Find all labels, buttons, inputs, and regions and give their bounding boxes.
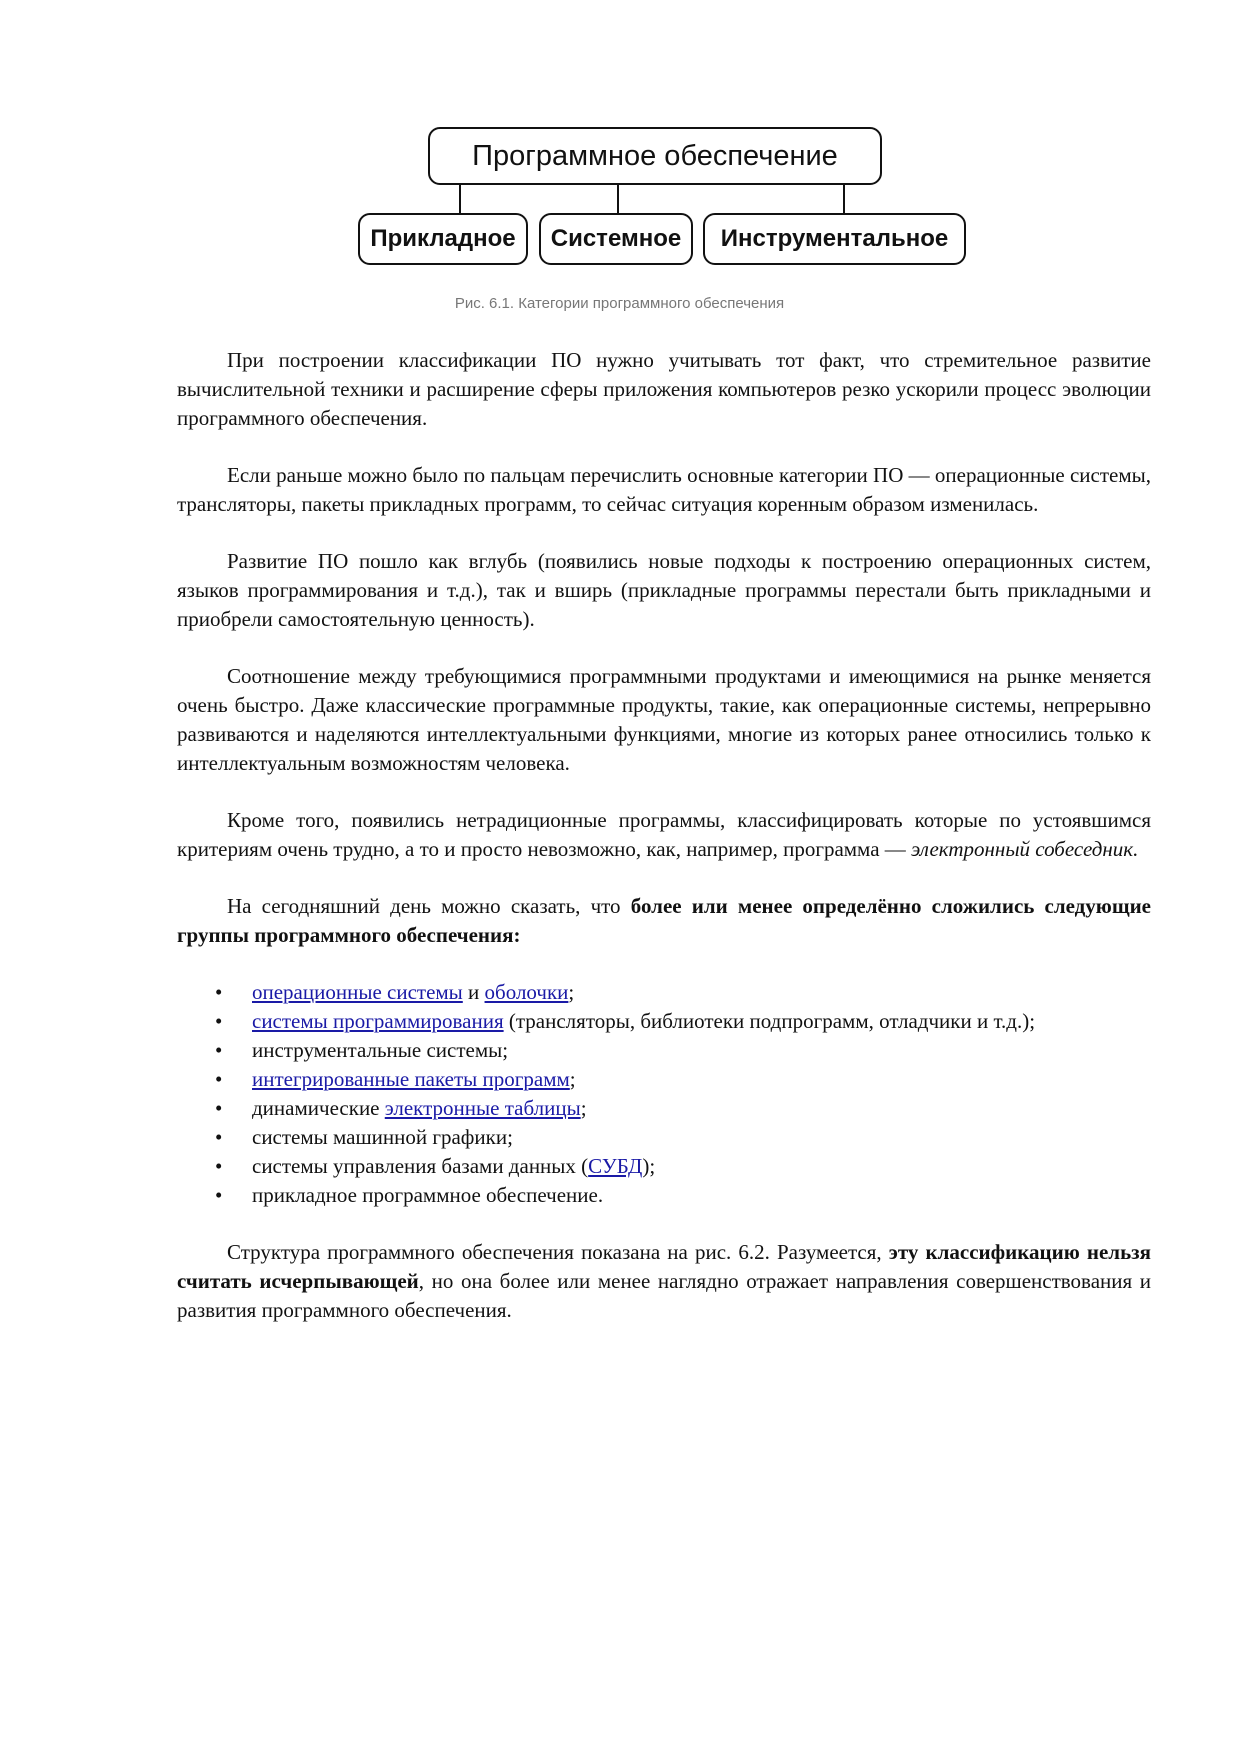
paragraph-7 xyxy=(177,1238,1151,1325)
paragraph-1: При построении классификации ПО нужно учитывать тот факт, что стремительное развитие вычислительной техники и расширение сферы приложения компьютеров резко ускорили процесс эволюции программного обеспечения. xyxy=(177,348,1151,430)
list-item-text: и xyxy=(462,980,485,1004)
paragraph-3: Развитие ПО пошло как вглубь (появились новые подходы к построению операционных систем, языков программирования и т.д.), так и вширь (прикладные программы перестали быть прикладными и приобрели самостоятельную ценность). xyxy=(177,549,1151,631)
paragraph-7-bold: эту классификацию нельзя считать исчерпывающей xyxy=(177,1240,1151,1293)
list-item xyxy=(215,1123,1151,1152)
list-item-text: ); xyxy=(642,1154,656,1178)
bullet: • xyxy=(215,1067,223,1091)
list-item-text: (трансляторы, библиотеки подпрограмм, отладчики и т.д.); xyxy=(503,1009,1036,1033)
software-groups-list xyxy=(177,978,1151,1210)
link-shells[interactable]: оболочки xyxy=(484,980,569,1004)
list-item-text: ; xyxy=(569,1067,576,1091)
paragraph-6-bold: более или менее определённо сложились следующие группы программного обеспечения: xyxy=(177,894,1151,947)
paragraph-6-text: На сегодняшний день можно сказать, что xyxy=(227,894,631,918)
list-item-text: системы управления базами данных ( xyxy=(252,1154,589,1178)
link-integrated-packages[interactable]: интегрированные пакеты программ xyxy=(252,1067,570,1091)
bullet: • xyxy=(215,1096,223,1120)
paragraph-2: Если раньше можно было по пальцам перечислить основные категории ПО — операционные системы, трансляторы, пакеты прикладных программ, то сейчас ситуация коренным образом изменилась. xyxy=(177,463,1151,516)
list-item xyxy=(215,1065,1151,1094)
list-item xyxy=(215,978,1151,1007)
figure-caption: Рис. 6.1. Категории программного обеспечения xyxy=(454,295,785,312)
diagram-box-applied: Прикладное xyxy=(358,213,528,265)
software-categories-diagram xyxy=(0,0,1239,290)
list-item-text: инструментальные системы; xyxy=(252,1038,509,1062)
diagram-connector-left xyxy=(459,185,461,213)
list-item xyxy=(215,1152,1151,1181)
list-item-text: ; xyxy=(568,980,575,1004)
list-item-text: прикладное программное обеспечение. xyxy=(252,1183,604,1207)
list-item-text: динамические xyxy=(252,1096,385,1120)
list-item-text: ; xyxy=(580,1096,587,1120)
paragraph-5-text: Кроме того, появились нетрадиционные программы, классифицировать которые по устоявшимся критериям очень трудно, а то и просто невозможно, как, например, программа — xyxy=(177,808,1151,861)
list-item-text: системы машинной графики; xyxy=(252,1125,513,1149)
bullet: • xyxy=(215,1125,223,1149)
paragraph-5-italic: электронный собеседник. xyxy=(911,837,1139,861)
diagram-root-box: Программное обеспечение xyxy=(428,127,882,185)
paragraph-7-text-end: , но она более или менее наглядно отражает направления совершенствования и развития программного обеспечения. xyxy=(177,1269,1151,1322)
link-spreadsheets[interactable]: электронные таблицы xyxy=(384,1096,581,1120)
diagram-connector-middle xyxy=(617,185,619,213)
paragraph-4: Соотношение между требующимися программными продуктами и имеющимися на рынке меняется очень быстро. Даже классические программные продукты, такие, как операционные системы, непрерывно развиваются и наделяются интеллектуальными функциями, многие из которых ранее относились только к интеллектуальным возможностям человека. xyxy=(177,664,1151,775)
list-item xyxy=(215,1094,1151,1123)
bullet: • xyxy=(215,1154,223,1178)
list-item xyxy=(215,1181,1151,1210)
bullet: • xyxy=(215,980,223,1004)
diagram-connector-right xyxy=(843,185,845,213)
link-programming-systems[interactable]: системы программирования xyxy=(252,1009,504,1033)
diagram-box-instrumental: Инструментальное xyxy=(703,213,966,265)
list-item xyxy=(215,1036,1151,1065)
bullet: • xyxy=(215,1009,223,1033)
list-item xyxy=(215,1007,1151,1036)
paragraph-6 xyxy=(177,892,1151,950)
link-dbms[interactable]: СУБД xyxy=(588,1154,643,1178)
bullet: • xyxy=(215,1038,223,1062)
paragraph-5 xyxy=(177,806,1151,864)
bullet: • xyxy=(215,1183,223,1207)
diagram-box-system: Системное xyxy=(539,213,693,265)
document-body xyxy=(177,346,1151,1353)
link-operating-systems[interactable]: операционные системы xyxy=(252,980,463,1004)
paragraph-7-text: Структура программного обеспечения показана на рис. 6.2. Разумеется, xyxy=(227,1240,889,1264)
